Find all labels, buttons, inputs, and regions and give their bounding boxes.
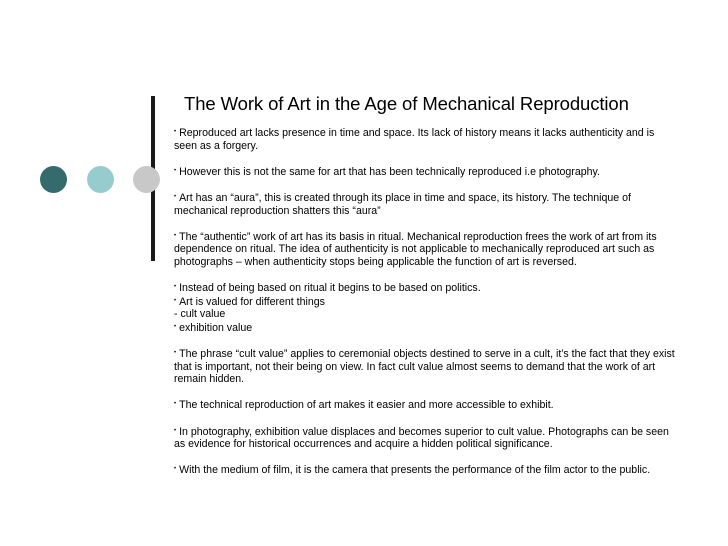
- slide-title: The Work of Art in the Age of Mechanical Reproduction: [184, 93, 629, 114]
- bullet-paragraph: • In photography, exhibition value displaces and becomes superior to cult value. Photographs can be seen as evidence for historical occurrences and acquire a hidden political significance.: [174, 425, 669, 451]
- slide-body: [174, 126, 680, 477]
- bullet-icon: •: [174, 284, 177, 291]
- bullet-icon: •: [174, 297, 177, 304]
- decorative-circle-dark-teal: [40, 166, 67, 193]
- bullet-paragraph: • The “authentic” work of art has its basis in ritual. Mechanical reproduction frees the work of art from its dependence on ritual. The idea of authenticity is not applicable to mechanically reproduced art such as photographs – when authenticity stops being applicable the function of art is reversed.: [174, 230, 657, 268]
- bullet-icon: •: [174, 193, 177, 200]
- bullet-paragraph: • Instead of being based on ritual it begins to be based on politics.: [174, 282, 481, 295]
- bullet-icon: •: [174, 129, 177, 135]
- bullet-paragraph: • Reproduced art lacks presence in time and space. Its lack of history means it lacks authenticity and is seen as a forgery.: [174, 127, 655, 152]
- bullet-icon: •: [174, 350, 177, 357]
- bullet-paragraph: • Art has an “aura”, this is created through its place in time and space, its history. The technique of mechanical reproduction shatters this “aura”: [174, 191, 631, 217]
- bullet-icon: •: [174, 167, 177, 174]
- bullet-paragraph: • With the medium of film, it is the camera that presents the performance of the film actor to the public.: [174, 464, 651, 477]
- bullet-paragraph: • The phrase “cult value” applies to ceremonial objects destined to serve in a cult, it’s the fact that they exist that is important, not their being on view. In fact cult value almost seems to demand that the work of art remain hidden.: [174, 348, 675, 386]
- bullet-paragraph: • Art is valued for different things: [174, 295, 325, 308]
- bullet-icon: •: [174, 401, 177, 408]
- bullet-paragraph: • The technical reproduction of art makes it easier and more accessible to exhibit.: [174, 399, 554, 412]
- bullet-icon: •: [174, 427, 177, 434]
- sub-item-exhibition-value: • exhibition value: [174, 321, 253, 334]
- sub-item-cult-value: - cult value: [174, 308, 226, 321]
- bullet-icon: •: [174, 232, 177, 239]
- bullet-icon: •: [174, 466, 177, 473]
- bullet-paragraph: • However this is not the same for art that has been technically reproduced i.e photography.: [174, 165, 600, 178]
- bullet-icon: •: [174, 323, 177, 330]
- decorative-circle-light-teal: [87, 166, 114, 193]
- decorative-circle-grey: [133, 166, 160, 193]
